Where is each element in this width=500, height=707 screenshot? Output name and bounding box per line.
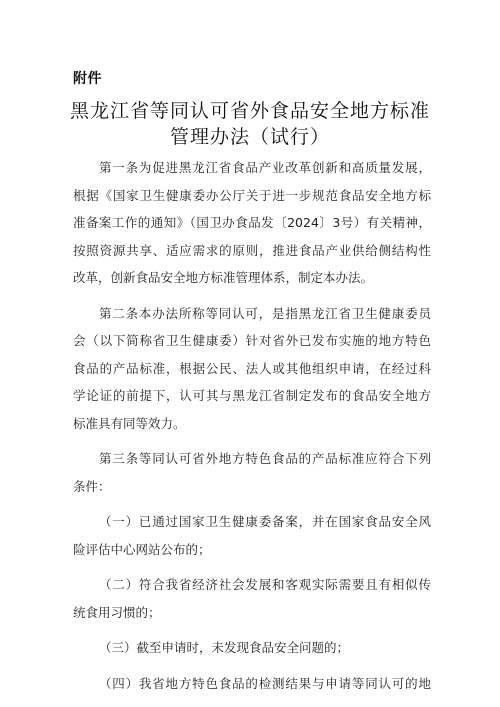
paragraph-line: 按照资源共享、适应需求的原则，推进食品产业供给侧结构性: [73, 242, 431, 258]
paragraph-line: 食品的产品标准，根据公民、法人或其他组织申请，在经过科: [73, 360, 431, 376]
article-1-paragraph: [73, 154, 431, 292]
paragraph-line: （三）截至申请时，未发现食品安全问题的；: [99, 640, 350, 655]
paragraph-line: 统食用习惯的；: [73, 604, 161, 620]
document-title-line-1: 黑龙江省等同认可省外食品安全地方标准: [69, 100, 430, 122]
attachment-label: 附件: [73, 71, 102, 87]
condition-item-2: [73, 571, 431, 626]
paragraph-line: 险评估中心网站公布的；: [73, 541, 211, 557]
paragraph-line: （一）已通过国家卫生健康委备案，并在国家食品安全风: [99, 514, 431, 529]
paragraph-line: 准备案工作的通知》（国卫办食品发〔2024〕3号）有关精神，: [73, 215, 431, 230]
condition-item-1: [73, 508, 431, 563]
article-3-paragraph: [73, 445, 431, 500]
condition-item-3: [73, 634, 431, 662]
paragraph-line: 改革，创新食品安全地方标准管理体系，制定本办法。: [73, 270, 374, 285]
paragraph-line: 学论证的前提下，认可其与黑龙江省制定发布的食品安全地方: [73, 388, 431, 403]
paragraph-line: （四）我省地方特色食品的检测结果与申请等同认可的地: [99, 675, 431, 691]
article-2-paragraph: [73, 300, 431, 438]
paragraph-line: 第三条等同认可省外地方特色食品的产品标准应符合下列: [99, 451, 431, 466]
paragraph-line: 第二条本办法所称等同认可，是指黑龙江省卫生健康委员: [99, 305, 431, 321]
paragraph-line: 根据《国家卫生健康委办公厅关于进一步规范食品安全地方标: [73, 187, 431, 203]
paragraph-line: 条件：: [73, 478, 111, 494]
paragraph-line: 标准具有同等效力。: [73, 415, 186, 431]
document-title-line-2: 管理办法（试行）: [169, 126, 330, 148]
paragraph-line: （二）符合我省经济社会发展和客观实际需要且有相似传: [99, 577, 431, 592]
paragraph-line: 第一条为促进黑龙江省食品产业改革创新和高质量发展，: [99, 160, 431, 175]
paragraph-line: 会（以下简称省卫生健康委）针对省外已发布实施的地方特色: [73, 333, 431, 348]
condition-item-4: [73, 670, 431, 698]
